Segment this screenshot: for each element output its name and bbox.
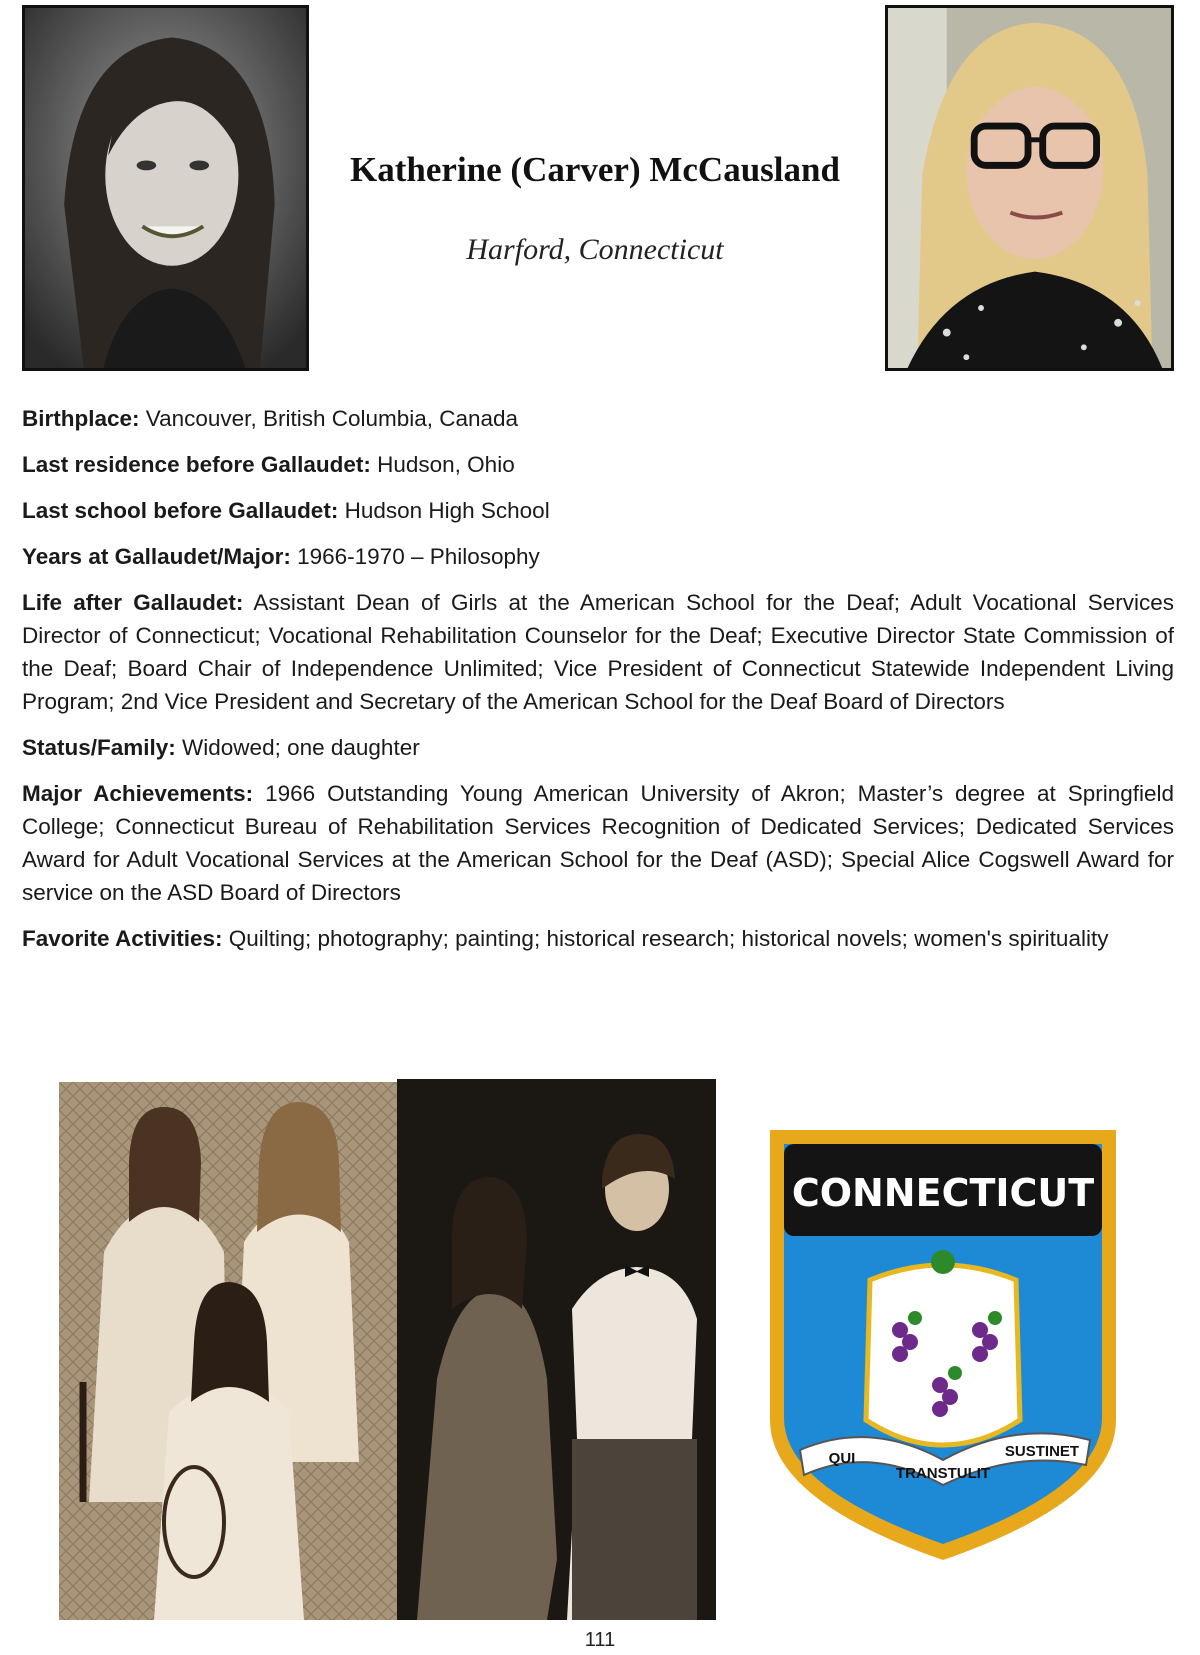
bio-achievements: Major Achievements: 1966 Outstanding Young American University of Akron; Master’s degree at Springfield College; Connecticut Bureau of Rehabilitation Services Recognition of Dedicated Services; Dedicated Services Award for Adult Vocational Services at the American School for the Deaf (ASD); Special Alice Cogswell Award for service on the ASD Board of Directors <box>22 781 1175 905</box>
bio-favorite-activities: Favorite Activities: Quilting; photography; painting; historical research; historical novels; women's spirituality <box>22 926 1109 951</box>
motto-word-1: QUI <box>828 1450 856 1467</box>
bio-section <box>22 402 1174 968</box>
person-name: Katherine (Carver) McCausland <box>350 150 840 189</box>
badge-title: CONNECTICUT <box>791 1171 1095 1215</box>
portrait-current-photo <box>885 5 1174 371</box>
bio-last-school: Last school before Gallaudet: Hudson High School <box>22 498 550 523</box>
person-hometown: Harford, Connecticut <box>466 233 724 266</box>
bio-birthplace: Birthplace: Vancouver, British Columbia, Canada <box>22 406 519 431</box>
tennis-group-photo <box>59 1082 397 1620</box>
page-number: 111 <box>584 1629 616 1651</box>
bio-years-major: Years at Gallaudet/Major: 1966-1970 – Philosophy <box>22 544 540 569</box>
bio-life-after: Life after Gallaudet: Assistant Dean of Girls at the American School for the Deaf; Adult Vocational Services Director of Connecticut; Vocational Rehabilitation Counselor for the Deaf; Executive Director State Commission of the Deaf; Board Chair of Independence Unlimited; Vice President of Connecticut Statewide Independent Living Program; 2nd Vice President and Secretary of the American School for the Deaf Board of Directors <box>22 590 1174 714</box>
motto-word-3: SUSTINET <box>1004 1443 1080 1460</box>
bio-last-residence: Last residence before Gallaudet: Hudson, Ohio <box>22 452 515 477</box>
couple-photo <box>397 1079 716 1620</box>
bio-status-family: Status/Family: Widowed; one daughter <box>22 735 420 760</box>
connecticut-flag-badge <box>760 1120 1126 1570</box>
portrait-young-photo <box>22 5 309 371</box>
motto-word-2: TRANSTULIT <box>895 1465 991 1482</box>
